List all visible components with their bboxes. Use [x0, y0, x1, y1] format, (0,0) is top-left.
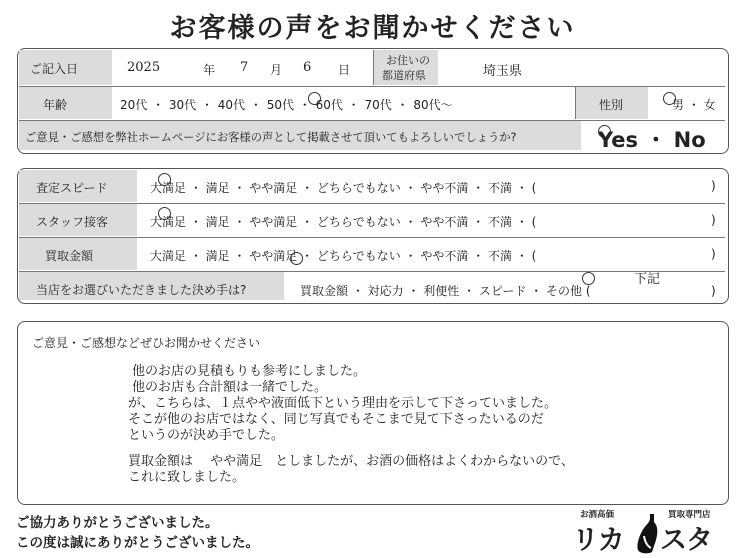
- selection-circle: [158, 207, 171, 220]
- day-value: 6: [303, 60, 312, 75]
- date-label: ご記入日: [30, 62, 79, 76]
- rating-options-staff: 大満足 ・ 満足 ・ やや満足 ・ どちらでもない ・ やや不満 ・ 不満 ・ (: [150, 215, 537, 229]
- year-unit: 年: [203, 63, 216, 77]
- bottle-icon: [634, 512, 660, 554]
- selection-circle: [582, 272, 595, 285]
- age-options: 20代 ・ 30代 ・ 40代 ・ 50代 ・ 60代 ・ 70代 ・ 80代～: [120, 98, 453, 112]
- logo-tag-right: 買取専門店: [668, 510, 711, 520]
- deciding-options: 買取金額 ・ 対応力 ・ 利便性 ・ スピード ・ その他 (: [300, 284, 591, 298]
- comment-line: これに致しました。: [128, 470, 246, 485]
- deciding-question: 当店をお選びいただきました決め手は?: [36, 283, 247, 297]
- comment-line: 他のお店も合計額は一緒でした。: [132, 380, 328, 395]
- year-value: 2025: [127, 60, 161, 75]
- comment-line: 他のお店の見積もりも参考にしました。: [132, 364, 367, 379]
- residence-label-2: 都道府県: [382, 69, 426, 82]
- residence-label-1: お住いの: [386, 54, 430, 67]
- page-title: お客様の声をお聞かせください: [169, 13, 576, 44]
- comment-line: 買取金額は やや満足 としましたが、お酒の価格はよくわからないので、: [128, 454, 574, 469]
- rating-label-price: 買取金額: [45, 249, 94, 263]
- comment-line: そこが他のお店ではなく、同じ写真でもそこまで見て下さったいるのだ: [128, 412, 544, 427]
- selection-circle: [663, 92, 676, 105]
- rating-options-price: 大満足 ・ 満足 ・ やや満足 ・ どちらでもない ・ やや不満 ・ 不満 ・ (: [150, 249, 537, 263]
- comment-line: というのが決め手でした。: [128, 428, 285, 443]
- month-unit: 月: [270, 63, 283, 77]
- selection-circle: [308, 92, 321, 105]
- logo-text-left: リカ: [572, 525, 624, 556]
- comment-line: [132, 444, 574, 454]
- divider: [19, 271, 725, 272]
- rating-close-staff: ): [711, 213, 716, 227]
- age-label: 年齢: [43, 98, 68, 112]
- comments-label: ご意見・ご感想などぜひお聞かせください: [32, 336, 261, 350]
- rating-label-staff: スタッフ接客: [36, 215, 109, 229]
- residence-value: 埼玉県: [483, 64, 523, 79]
- selection-circle: [290, 252, 303, 265]
- rating-close-speed: ): [711, 179, 716, 193]
- divider: [19, 237, 725, 238]
- gender-options: 男 ・ 女: [672, 98, 716, 112]
- selection-circle: [598, 125, 611, 138]
- deciding-close: ): [711, 284, 716, 298]
- footer-thanks-1: ご協力ありがとうございました。: [16, 515, 219, 531]
- selection-circle: [158, 173, 171, 186]
- comment-line: が、こちらは、１点やや液面低下という理由を示して下さっていました。: [128, 396, 558, 411]
- month-value: 7: [240, 60, 249, 75]
- permission-question: ご意見・ご感想を弊社ホームページにお客様の声として掲載させて頂いてもよろしいでしょうか?: [25, 131, 517, 144]
- logo-text-right: スタ: [660, 525, 712, 556]
- logo-tag-left: お酒高価: [580, 510, 615, 520]
- rating-options-speed: 大満足 ・ 満足 ・ やや満足 ・ どちらでもない ・ やや不満 ・ 不満 ・ (: [150, 181, 537, 195]
- brand-logo: [572, 508, 734, 556]
- comments-body: [128, 364, 574, 486]
- deciding-handwritten: 下記: [634, 272, 661, 287]
- footer-thanks-2: この度は誠にありがとうございました。: [16, 535, 259, 551]
- divider: [19, 203, 725, 204]
- gender-label: 性別: [599, 98, 624, 112]
- rating-label-speed: 査定スピード: [36, 181, 108, 195]
- day-unit: 日: [338, 63, 351, 77]
- permission-options: Yes ・ No: [598, 128, 706, 152]
- rating-close-price: ): [711, 247, 716, 261]
